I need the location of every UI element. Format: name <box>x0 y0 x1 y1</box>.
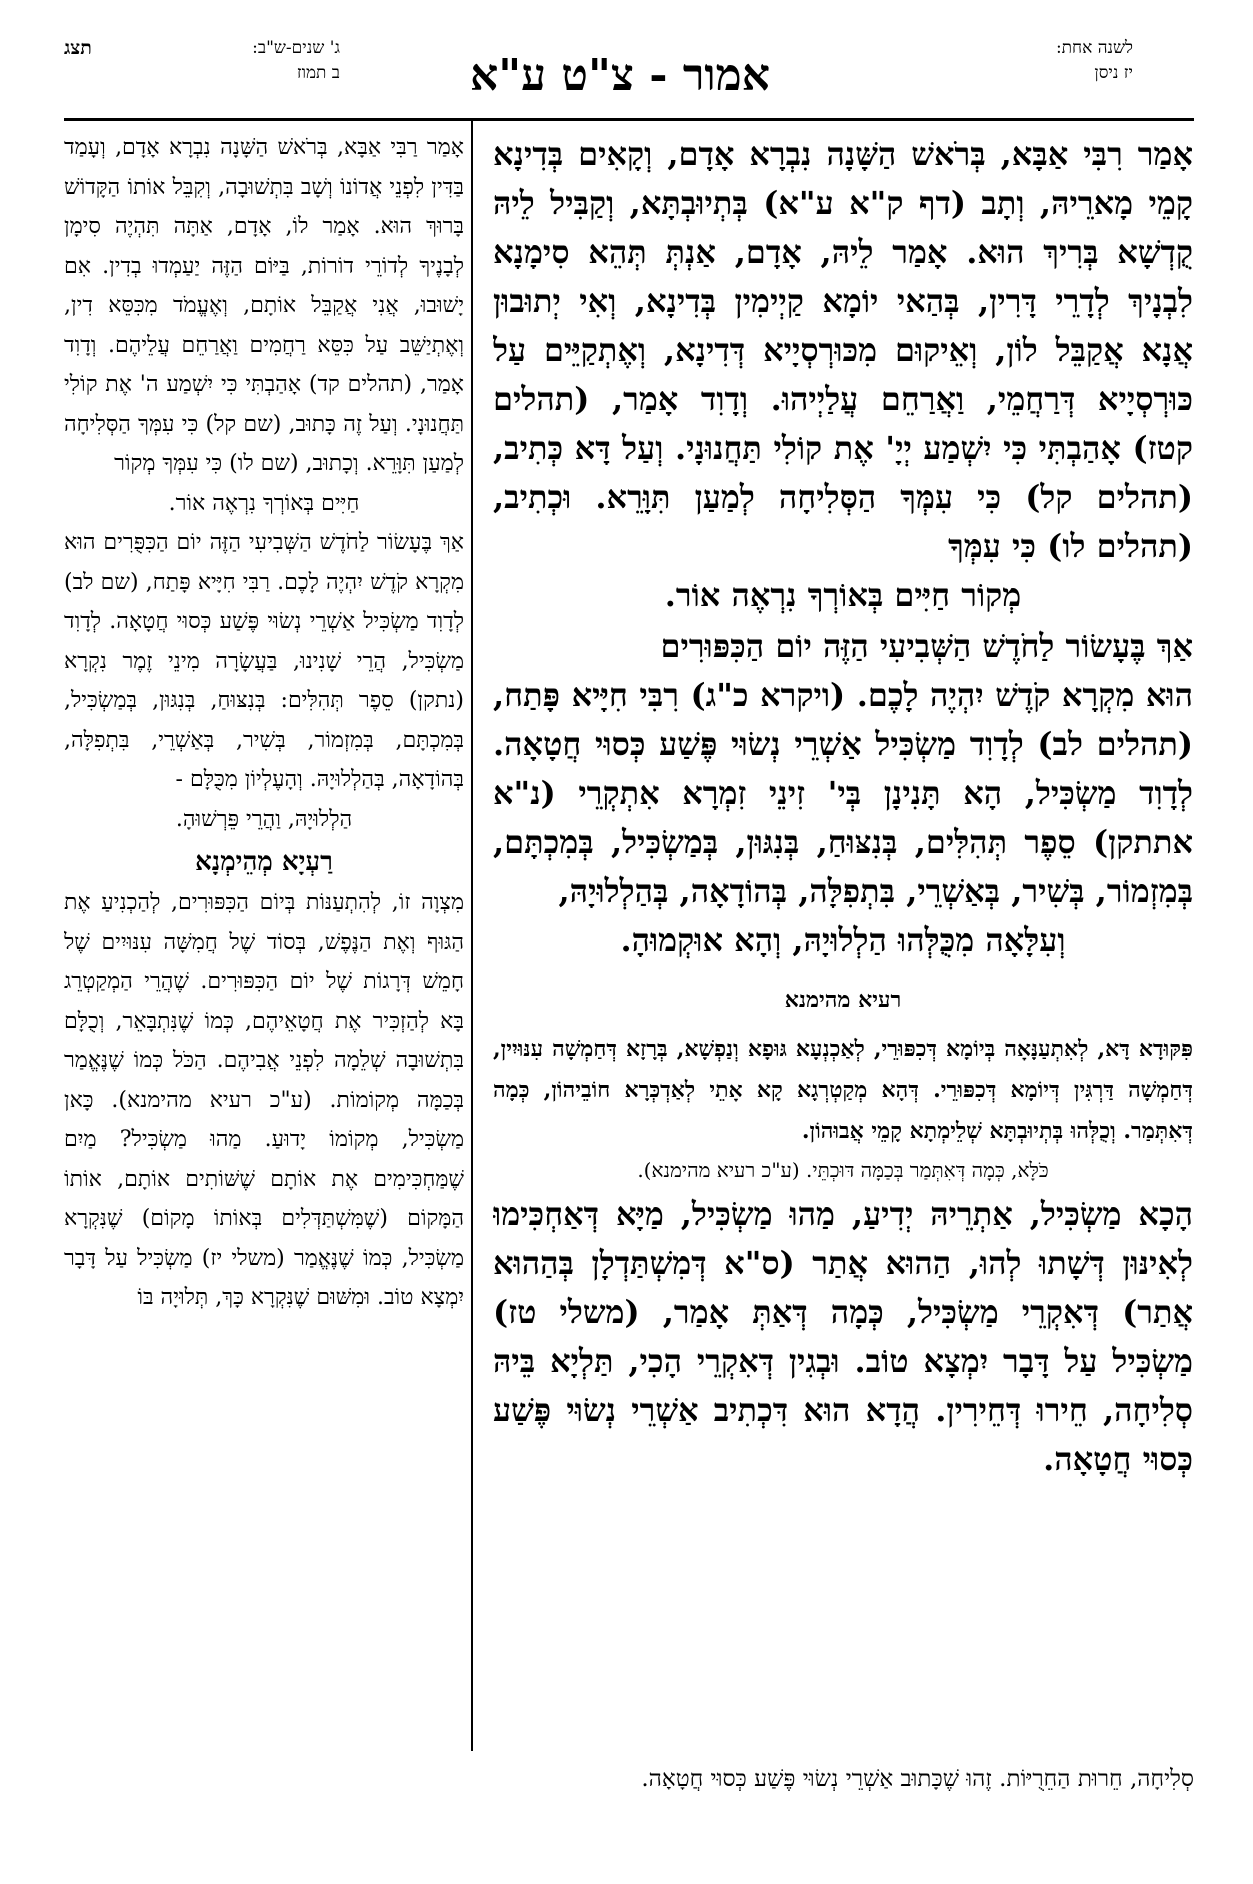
section-heading: רעיא מהימנא <box>784 987 902 1013</box>
page-title: אמור - צ"ט ע"א <box>469 50 771 101</box>
raaya-closing-line: כֹּלָּא, כְּמָה דְּאִתְּמַר בְּכַמָּה דּוּכְתֵּי. (ע"כ רעיא מהימנא). <box>637 1158 1049 1182</box>
main-column <box>493 130 1193 1750</box>
zohar-closing-line-b: וְעִלָּאָה מִכֻּלְּהוּ הַלְלוּיָהּ, וְהָא אוּקְמוּהָ. <box>620 921 1066 959</box>
footer-line: סְלִיחָה, חֵרוּת הַחֵרֻיּוֹת. זֶהוּ שֶׁכָּתוּב אַשְׁרֵי נְשׂוּי פֶּשַׁע כְּסוּי חֲטָאָה. <box>641 1766 1194 1792</box>
translation-paragraph-2: מִצְוָה זוֹ, לְהִתְעַנּוֹת בְּיוֹם הַכִּפּוּרִים, לְהַכְנִיעַ אֶת הַגּוּף וְאֶת הַנֶּפֶשׁ, בְּסוֹד שֶׁל חֲמִשָּׁה עִנּוּיִים שֶׁל חָמֵשׁ דְּרָגוֹת שֶׁל יוֹם הַכִּפּוּרִים. שֶׁהֲרֵי הַמְקַטְרֵג בָּא לְהַזְכִּיר אֶת חֲטָאֵיהֶם, כְּמוֹ שֶׁנִּתְבָּאֵר, וְכֻלָּם בִּתְשׁוּבָה שְׁלֵמָה לִפְנֵי אֲבִיהֶם. הַכֹּל כְּמוֹ שֶׁנֶּאֱמַר בְּכַמָּה מְקוֹמוֹת. (ע"כ רעיא מהימנא). כָּאן מַשְׂכִּיל, מְקוֹמוֹ יָדוּעַ. מַהוּ מַשְׂכִּיל? מַיִם שֶׁמַּחְכִּימִים אֶת אוֹתָם שֶׁשּׁוֹתִים אוֹתָם, אוֹתוֹ הַמָּקוֹם (שֶׁמִּשְׁתַּדְּלִים בְּאוֹתוֹ מָקוֹם) שֶׁנִּקְרָא מַשְׂכִּיל, כְּמוֹ שֶׁנֶּאֱמַר (משלי יז) מַשְׂכִּיל עַל דָּבָר יִמְצָא טוֹב. וּמִשּׁוּם שֶׁנִּקְרָא כָּךְ, תְּלוּיָה בּוֹ <box>64 890 464 1310</box>
translation-section-heading: רַעְיָא מְהֵימְנָא <box>195 847 333 877</box>
header-rule <box>64 118 1194 121</box>
zohar-paragraph-2: הָכָא מַשְׂכִּיל, אַתְרֵיהּ יְדִיעַ, מַהוּ מַשְׂכִּיל, מַיָּא דְּאַחְכִּימוּ לְאִינּוּן דְּשָׁתוּ לְהוּ, הַהוּא אֲתַר (ס"א דְּמִשְׁתַּדְלָן בְּהַהוּא אֲתַר) דְּאִקְרֵי מַשְׂכִּיל, כְּמָה דְּאַתְּ אָמַר, (משלי טז) מַשְׂכִּיל עַל דָּבָר יִמְצָא טוֹב. וּבְגִין דְּאִקְרֵי הָכִי, תַּלְיָא בֵּיהּ סְלִיחָה, חֵירוּ דְּחֵירִין. הֲדָא הוּא דִּכְתִיב אַשְׁרֵי נְשׂוּי פֶּשַׁע כְּסוּי חֲטָאָה. <box>493 1195 1193 1478</box>
zohar-paragraph-c: הוּא מִקְרָא קֹדֶשׁ יִהְיֶה לָכֶם. (ויקרא כ"ג) רִבִּי חִיָּיא פָּתַח, (תהלים לב) לְדָוִד מַשְׂכִּיל אַשְׁרֵי נְשׂוּי פֶּשַׁע כְּסוּי חֲטָאָה. לְדָוִד מַשְׂכִּיל, הָא תָּנִינָן בְּי' זִינֵי זִמְרָא אִתְקְרֵי (נ"א אתתקן) סֵפֶר תְּהִלִּים, בְּנִצּוּחַ, בְּנִגּוּן, בְּמַשְׂכִּיל, בְּמִכְתָּם, בְּמִזְמוֹר, בְּשִׁיר, בְּאַשְׁרֵי, בִּתְפִלָּה, בְּהוֹדָאָה, בְּהַלְלוּיָהּ, <box>493 676 1193 910</box>
zohar-paragraph: אָמַר רִבִּי אַבָּא, בְּרֹאשׁ הַשָּׁנָה נִבְרָא אָדָם, וְקָאִים בְּדִינָא קָמֵי מָארֵיהּ, וְתָב (דף ק"א ע"א) בְּתְיוּבְתָּא, וְקַבִּיל לֵיהּ קֻדְשָׁא בְּרִיךְ הוּא. אָמַר לֵיהּ, אָדָם, אַנְתְּ תְּהֵא סִימָנָא לִבְנָיךְ לְדָרֵי דָּרִין, בְּהַאי יוֹמָא קַיְימִין בְּדִינָא, וְאִי יְתוּבוּן אֲנָא אֲקַבֵּל לוֹן, וְאֵיקוּם מִכּוּרְסְיָיא דְּדִינָא, וְאֶתְקַיֵּים עַל כּוּרְסְיָיא דְּרַחֲמֵי, וַאֲרַחֵם עֲלַיְיהוּ. וְדָוִד אָמַר, (תהלים קטז) אָהַבְתִּי כִּי יִשְׁמַע יְיָ' אֶת קוֹלִי תַּחֲנוּנָי. וְעַל דָּא כְּתִיב, (תהלים קל) כִּי עִמְּךָ הַסְּלִיחָה לְמַעַן תִּוָּרֵא. וּכְתִיב, (תהלים לו) כִּי עִמְּךָ <box>493 135 1193 565</box>
zohar-paragraph-b: אַךְ בֶּעָשׂוֹר לַחֹדֶשׁ הַשְּׁבִיעִי הַזֶּה יוֹם הַכִּפּוּרִים <box>660 627 1193 665</box>
header-cycle-label: ג' שנים-ש"ב: <box>252 38 340 58</box>
translation-paragraph: אָמַר רַבִּי אַבָּא, בְּרֹאשׁ הַשָּׁנָה נִבְרָא אָדָם, וְעָמַד בַּדִּין לִפְנֵי אֲדוֹנוֹ וְשָׁב בִּתְשׁוּבָה, וְקִבֵּל אוֹתוֹ הַקָּדוֹשׁ בָּרוּךְ הוּא. אָמַר לוֹ, אָדָם, אַתָּה תִּהְיֶה סִימָן לְבָנֶיךָ לְדוֹרֵי דוֹרוֹת, בַּיּוֹם הַזֶּה יַעַמְדוּ בְדִין. אִם יָשׁוּבוּ, אֲנִי אֲקַבֵּל אוֹתָם, וְאֶעֱמֹד מִכִּסֵּא דִין, וְאֶתְיַשֵּׁב עַל כִּסֵּא רַחֲמִים וַאֲרַחֵם עֲלֵיהֶם. וְדָוִד אָמַר, (תהלים קד) אָהַבְתִּי כִּי יִשְׁמַע ה' אֶת קוֹלִי תַּחֲנוּנָי. וְעַל זֶה כָּתוּב, (שם קל) כִּי עִמְּךָ הַסְּלִיחָה לְמַעַן תִּוָּרֵא. וְכָתוּב, (שם לו) כִּי עִמְּךָ מְקוֹר <box>64 135 464 476</box>
header-left <box>140 36 340 116</box>
translation-paragraph-b: אַךְ בֶּעָשׂוֹר לַחֹדֶשׁ הַשְּׁבִיעִי הַזֶּה יוֹם הַכִּפֻּרִים הוּא מִקְרָא קֹדֶשׁ יִהְיֶה לָכֶם. רַבִּי חִיָּיא פָּתַח, (שם לב) לְדָוִד מַשְׂכִּיל אַשְׁרֵי נְשׂוּי פֶּשַׁע כְּסוּי חֲטָאָה. לְדָוִד מַשְׂכִּיל, הֲרֵי שָׁנִינוּ, בַּעֲשָׂרָה מִינֵי זֶמֶר נִקְרָא (נתקן) סֵפֶר תְּהִלִּים: בְּנִצּוּחַ, בְּנִגּוּן, בְּמַשְׂכִּיל, בְּמִכְתָּם, בְּמִזְמוֹר, בְּשִׁיר, בְּאַשְׁרֵי, בִּתְפִלָּה, בְּהוֹדָאָה, בְּהַלְלוּיָהּ. וְהָעֶלְיוֹן מִכֻּלָּם - <box>64 530 464 792</box>
translation-closing-line: חַיִּים בְּאוֹרְךָ נִרְאֶה אוֹר. <box>168 490 360 516</box>
translation-column <box>64 128 464 1750</box>
raaya-paragraph: פִּקּוּדָא דָּא, לְאִתְעַנָּאָה בְּיוֹמָא דְּכִפּוּרֵי, לְאַכְנְעָא גּוּפָא וְנַפְשָׁא, בְּרָזָא דְּחַמְשָׁה עִנּוּיִין, דְּחַמְשָׁה דַּרְגִּין דְּיוֹמָא דְּכִפּוּרֵי. דְּהָא מְקַטְרְגָא קָא אָתֵי לְאַדְכְּרָא חוֹבֵיהוֹן, כְּמָה דְּאִתְּמַר. וְכֻלְּהוּ בְּתְיוּבְתָּא שְׁלֵימְתָא קָמֵי אֲבוּהוֹן. <box>493 1036 1193 1144</box>
translation-closing-line-b: הַלְלוּיָהּ, וַהֲרֵי פֵּרְשׁוּהָ. <box>175 806 353 832</box>
header-cycle-date: ב תמוז <box>296 63 340 83</box>
zohar-closing-line: מְקוֹר חַיִּים בְּאוֹרְךָ נִרְאֶה אוֹר. <box>664 576 1022 614</box>
column-divider <box>471 121 473 1751</box>
header-date-label: יז ניסן <box>1094 63 1133 83</box>
header-right <box>893 36 1133 116</box>
page-number: תצג <box>64 37 92 59</box>
header-year-label: לשנה אחת: <box>1055 38 1133 58</box>
